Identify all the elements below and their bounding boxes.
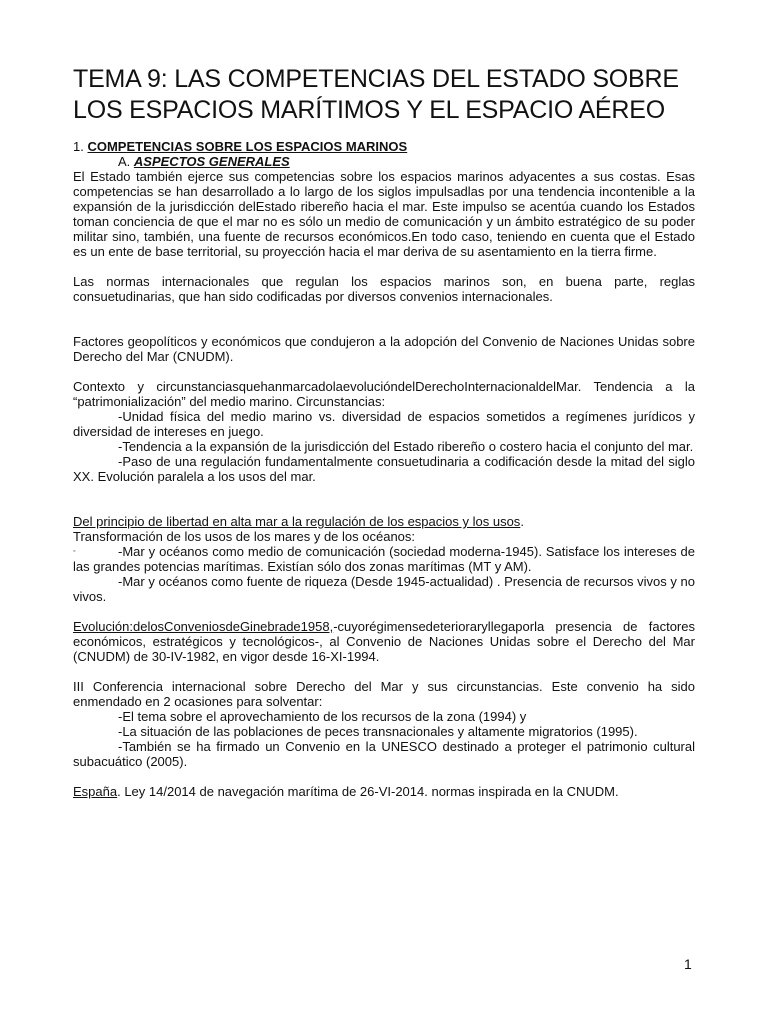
paragraph-evolution: [73, 619, 695, 664]
paragraph-principle: [73, 514, 695, 529]
subsection-heading: [73, 154, 695, 169]
list-item: -El tema sobre el aprovechamiento de los recursos de la zona (1994) y: [118, 709, 527, 724]
heading-period: .: [520, 514, 524, 529]
document-page: [73, 64, 695, 799]
section-heading: [73, 139, 695, 154]
paragraph-spain-text: . Ley 14/2014 de navegación marítima de 26-VI-2014. normas inspirada en la CNUDM.: [117, 784, 619, 799]
paragraph-context: Contexto y circunstanciasquehanmarcadolaevolucióndelDerechoInternacionaldelMar. Tendencia a la “patrimonialización” del medio marino. Circunstancias:: [73, 379, 695, 409]
underlined-text: España: [73, 784, 118, 799]
list-item: -Mar y océanos como fuente de riqueza (Desde 1945-actualidad) . Presencia de recursos vivos y no vivos.: [73, 574, 695, 604]
bullet-icon: ◦: [73, 548, 76, 555]
section-title: COMPETENCIAS SOBRE LOS ESPACIOS MARINOS: [87, 139, 408, 154]
section-number: 1.: [73, 139, 88, 154]
list-item: -Paso de una regulación fundamentalmente consuetudinaria a codificación desde la mitad del siglo XX. Evolución paralela a los usos del mar.: [73, 454, 695, 484]
page-number: 1: [684, 956, 692, 972]
paragraph-transformation: Transformación de los usos de los mares y de los océanos:: [73, 529, 416, 544]
underlined-text: Evolución:delosConveniosdeGinebrade1958,: [73, 619, 334, 634]
document-title: TEMA 9: LAS COMPETENCIAS DEL ESTADO SOBRE LOS ESPACIOS MARÍTIMOS Y EL ESPACIO AÉREO: [73, 65, 679, 124]
document-body: [73, 139, 695, 799]
subsection-title: ASPECTOS GENERALES: [133, 154, 290, 169]
list-item: [73, 544, 695, 574]
paragraph-spain: [73, 784, 695, 799]
subsection-letter: A.: [118, 154, 134, 169]
paragraph-intro: El Estado también ejerce sus competencias sobre los espacios marinos adyacentes a sus costas. Esas competencias se han desarrollado a lo largo de los siglos impulsadlas por una tendencia incontenible a la expansión de la jurisdicción delEstado ribereño hacia el mar. Este impulso se acentúa cuando los Estados toman conciencia de que el mar no es sólo un medio de comunicación y un ámbito estratégico de su poder militar sino, también, una fuente de recursos económicos.En todo caso, teniendo en cuenta que el Estado es un ente de base territorial, su proyección hacia el mar deriva de su asentamiento en la tierra firme.: [73, 169, 695, 259]
list-item-text: -Mar y océanos como medio de comunicación (sociedad moderna-1945). Satisface los intereses de las grandes potencias marítimas. Existían sólo dos zonas marítimas (MT y AM).: [73, 544, 695, 574]
underlined-heading: Del principio de libertad en alta mar a la regulación de los espacios y los usos: [73, 514, 521, 529]
list-item: -Tendencia a la expansión de la jurisdicción del Estado ribereño o costero hacia el conjunto del mar.: [118, 439, 694, 454]
list-item: -La situación de las poblaciones de peces transnacionales y altamente migratorios (1995).: [118, 724, 638, 739]
paragraph-factors: Factores geopolíticos y económicos que condujeron a la adopción del Convenio de Naciones Unidas sobre Derecho del Mar (CNUDM).: [73, 334, 695, 364]
paragraph-norms: Las normas internacionales que regulan los espacios marinos son, en buena parte, reglas consuetudinarias, que han sido codificadas por diversos convenios internacionales.: [73, 274, 695, 304]
paragraph-evolution-text: -cuyorégimensedeterioraryllegaporla presencia de factores económicos, estratégicos y tecnológicos-, al Convenio de Naciones Unidas sobre el Derecho del Mar (CNUDM) de 30-IV-1982, en vigor desde 16-XI-1994.: [73, 619, 695, 664]
list-item: -Unidad física del medio marino vs. diversidad de espacios sometidos a regímenes jurídicos y diversidad de intereses en juego.: [73, 409, 695, 439]
paragraph-conference: III Conferencia internacional sobre Derecho del Mar y sus circunstancias. Este convenio ha sido enmendado en 2 ocasiones para solventar:: [73, 679, 695, 709]
list-item: -También se ha firmado un Convenio en la UNESCO destinado a proteger el patrimonio cultural subacuático (2005).: [73, 739, 695, 769]
